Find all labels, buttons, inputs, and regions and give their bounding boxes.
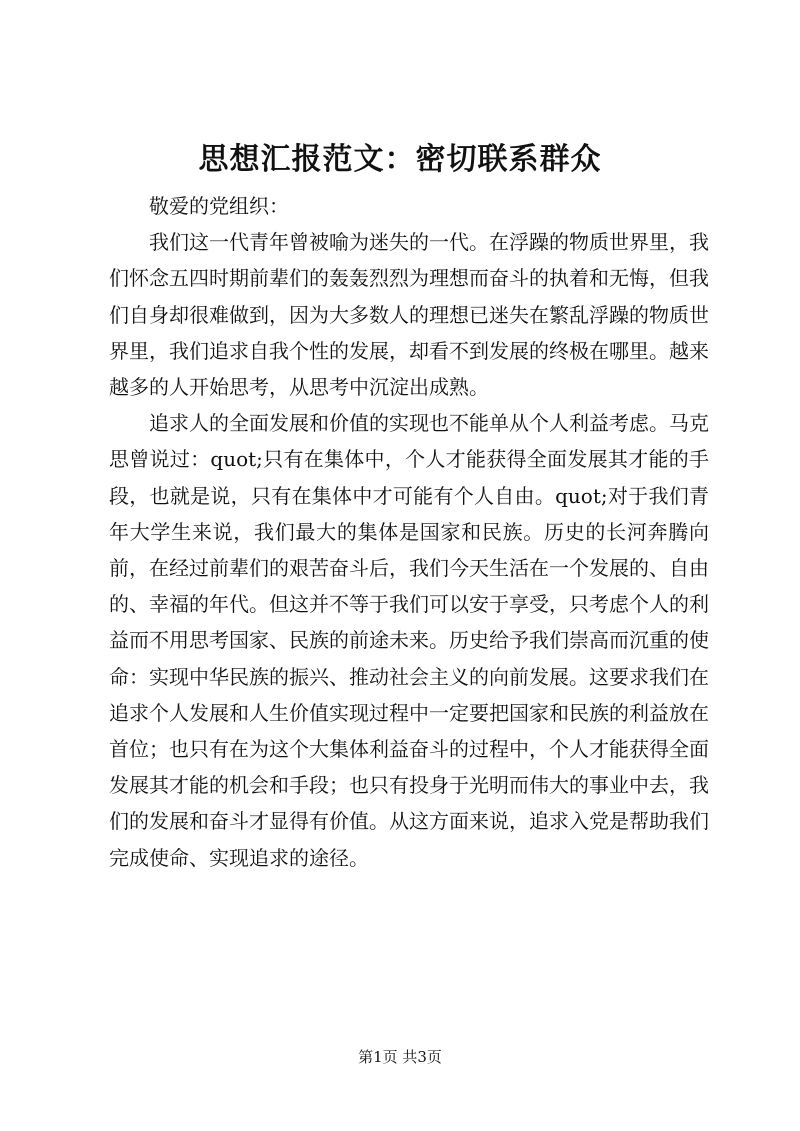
document-title: 思想汇报范文：密切联系群众	[198, 142, 602, 177]
page-footer: 第1页 共3页	[358, 1048, 442, 1066]
salutation: 敬爱的党组织：	[149, 194, 289, 218]
paragraph: 我们这一代青年曾被喻为迷失的一代。在浮躁的物质世界里，我们怀念五四时期前辈们的轰轰烈烈为理想而奋斗的执着和无悔，但我们自身却很难做到，因为大多数人的理想已迷失在繁乱浮躁的物质世界里，我们追求自我个性的发展，却看不到发展的终极在哪里。越来越多的人开始思考，从思考中沉淀出成熟。	[109, 230, 709, 400]
document-body	[109, 188, 709, 876]
paragraph: 追求人的全面发展和价值的实现也不能单从个人利益考虑。马克思曾说过：quot;只有在集体中，个人才能获得全面发展其才能的手段，也就是说，只有在集体中才可能有个人自由。quot;对于我们青年大学生来说，我们最大的集体是国家和民族。历史的长河奔腾向前，在经过前辈们的艰苦奋斗后，我们今天生活在一个发展的、自由的、幸福的年代。但这并不等于我们可以安于享受，只考虑个人的利益而不用思考国家、民族的前途未来。历史给予我们崇高而沉重的使命：实现中华民族的振兴、推动社会主义的向前发展。这要求我们在追求个人发展和人生价值实现过程中一定要把国家和民族的利益放在首位；也只有在为这个大集体利益奋斗的过程中，个人才能获得全面发展其才能的机会和手段；也只有投身于光明而伟大的事业中去，我们的发展和奋斗才显得有价值。从这方面来说，追求入党是帮助我们完成使命、实现追求的途径。	[109, 411, 709, 870]
